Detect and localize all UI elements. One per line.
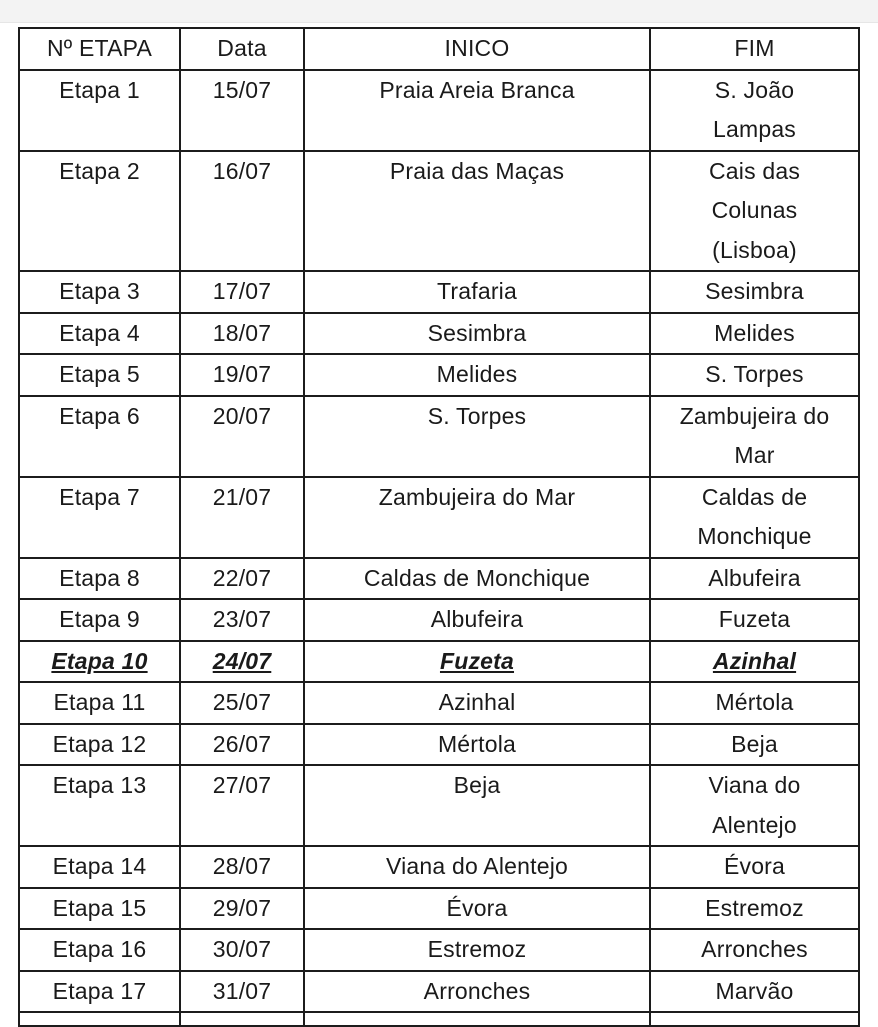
stages-table <box>18 27 860 1027</box>
date-cell: 18/07 <box>180 313 304 355</box>
date-cell: 25/07 <box>180 682 304 724</box>
end-cell-line: Évora <box>723 853 786 879</box>
end-cell-line: Marvão <box>715 977 794 1004</box>
stage-cell: Etapa 15 <box>19 888 180 930</box>
table-row <box>19 354 859 396</box>
end-cell-line: Arronches <box>701 936 808 962</box>
date-cell: 17/07 <box>180 271 304 313</box>
header-stage: Nº ETAPA <box>19 28 180 70</box>
stage-cell: Etapa 8 <box>19 558 180 600</box>
date-cell: 20/07 <box>180 396 304 477</box>
start-cell: Arronches <box>304 971 650 1013</box>
header-end: FIM <box>650 28 859 70</box>
table-row <box>19 765 859 846</box>
end-cell-line: Alentejo <box>712 811 797 838</box>
stage-cell: Etapa 10 <box>19 641 180 683</box>
top-bar <box>0 0 878 23</box>
stage-cell: Etapa 17 <box>19 971 180 1013</box>
table-row <box>19 641 859 683</box>
end-cell <box>650 313 859 355</box>
end-cell <box>650 151 859 272</box>
end-cell-line: (Lisboa) <box>712 236 797 263</box>
table-row <box>19 888 859 930</box>
date-cell: 22/07 <box>180 558 304 600</box>
end-cell-line: Colunas <box>711 197 798 223</box>
end-cell-line: Viana do <box>708 772 801 798</box>
end-cell-line: S. João <box>714 76 795 103</box>
end-cell <box>650 477 859 558</box>
end-cell-line: Lampas <box>712 116 797 142</box>
end-cell <box>650 929 859 971</box>
header-start: INICO <box>304 28 650 70</box>
date-cell: 16/07 <box>180 151 304 272</box>
end-cell <box>650 599 859 641</box>
stage-cell: Etapa 7 <box>19 477 180 558</box>
end-cell-line: Monchique <box>697 523 812 549</box>
stage-cell: Etapa 2 <box>19 151 180 272</box>
date-cell: 31/07 <box>180 971 304 1013</box>
table-row <box>19 558 859 600</box>
stage-cell: Etapa 9 <box>19 599 180 641</box>
start-cell: Fuzeta <box>304 641 650 683</box>
table-row <box>19 151 859 272</box>
end-cell-line: Estremoz <box>705 894 804 921</box>
table-row <box>19 313 859 355</box>
header-row <box>19 28 859 70</box>
end-cell <box>650 396 859 477</box>
table-row <box>19 271 859 313</box>
end-cell <box>650 354 859 396</box>
end-cell <box>650 641 859 683</box>
date-cell: 24/07 <box>180 641 304 683</box>
end-cell-line: Mértola <box>715 689 794 715</box>
stage-cell: Etapa 13 <box>19 765 180 846</box>
end-cell-line: Caldas de <box>701 483 808 510</box>
stage-cell: Etapa 3 <box>19 271 180 313</box>
table-body <box>19 70 859 1027</box>
end-cell <box>650 846 859 888</box>
date-cell: 29/07 <box>180 888 304 930</box>
date-cell: 30/07 <box>180 929 304 971</box>
start-cell: S. Torpes <box>304 396 650 477</box>
end-cell <box>650 682 859 724</box>
end-cell <box>650 765 859 846</box>
date-cell: 26/07 <box>180 724 304 766</box>
date-cell: 19/07 <box>180 354 304 396</box>
header-date: Data <box>180 28 304 70</box>
start-cell: Azinhal <box>304 682 650 724</box>
start-cell: Melides <box>304 354 650 396</box>
stage-cell: Etapa 1 <box>19 70 180 151</box>
table-row <box>19 724 859 766</box>
start-cell: Caldas de Monchique <box>304 558 650 600</box>
start-cell: Zambujeira do Mar <box>304 477 650 558</box>
end-cell-line: Cais das <box>708 157 801 184</box>
stage-cell: Etapa 4 <box>19 313 180 355</box>
end-cell-line: Zambujeira do <box>679 402 830 429</box>
stage-cell: Etapa 14 <box>19 846 180 888</box>
end-cell <box>650 558 859 600</box>
end-cell-line: Fuzeta <box>718 606 791 632</box>
end-cell <box>650 70 859 151</box>
end-cell-line: S. Torpes <box>705 361 804 387</box>
end-cell-line: Mar <box>734 442 775 468</box>
date-cell: 28/07 <box>180 846 304 888</box>
date-cell: 15/07 <box>180 70 304 151</box>
date-cell: 21/07 <box>180 477 304 558</box>
end-cell-line: Beja <box>731 730 778 757</box>
table-row <box>19 846 859 888</box>
date-cell: 23/07 <box>180 599 304 641</box>
start-cell: Praia Areia Branca <box>304 70 650 151</box>
stage-cell: Etapa 12 <box>19 724 180 766</box>
start-cell: Viana do Alentejo <box>304 846 650 888</box>
table-row <box>19 971 859 1013</box>
start-cell: Praia das Maças <box>304 151 650 272</box>
table-row <box>19 682 859 724</box>
stage-cell: Etapa 16 <box>19 929 180 971</box>
end-cell-line: Azinhal <box>712 647 797 674</box>
end-cell-line: Albufeira <box>708 564 801 591</box>
stage-cell: Etapa 5 <box>19 354 180 396</box>
start-cell: Trafaria <box>304 271 650 313</box>
end-cell-line: Sesimbra <box>705 278 804 304</box>
start-cell: Estremoz <box>304 929 650 971</box>
table-row <box>19 396 859 477</box>
start-cell: Beja <box>304 765 650 846</box>
end-cell <box>650 971 859 1013</box>
table-row <box>19 477 859 558</box>
stage-cell: Etapa 11 <box>19 682 180 724</box>
start-cell: Sesimbra <box>304 313 650 355</box>
table-row <box>19 70 859 151</box>
table-row <box>19 929 859 971</box>
end-cell-line: Melides <box>714 319 795 346</box>
end-cell <box>650 888 859 930</box>
end-cell <box>650 724 859 766</box>
date-cell: 27/07 <box>180 765 304 846</box>
start-cell: Évora <box>304 888 650 930</box>
start-cell: Mértola <box>304 724 650 766</box>
end-cell <box>650 271 859 313</box>
table-row <box>19 599 859 641</box>
start-cell: Albufeira <box>304 599 650 641</box>
stage-cell: Etapa 6 <box>19 396 180 477</box>
